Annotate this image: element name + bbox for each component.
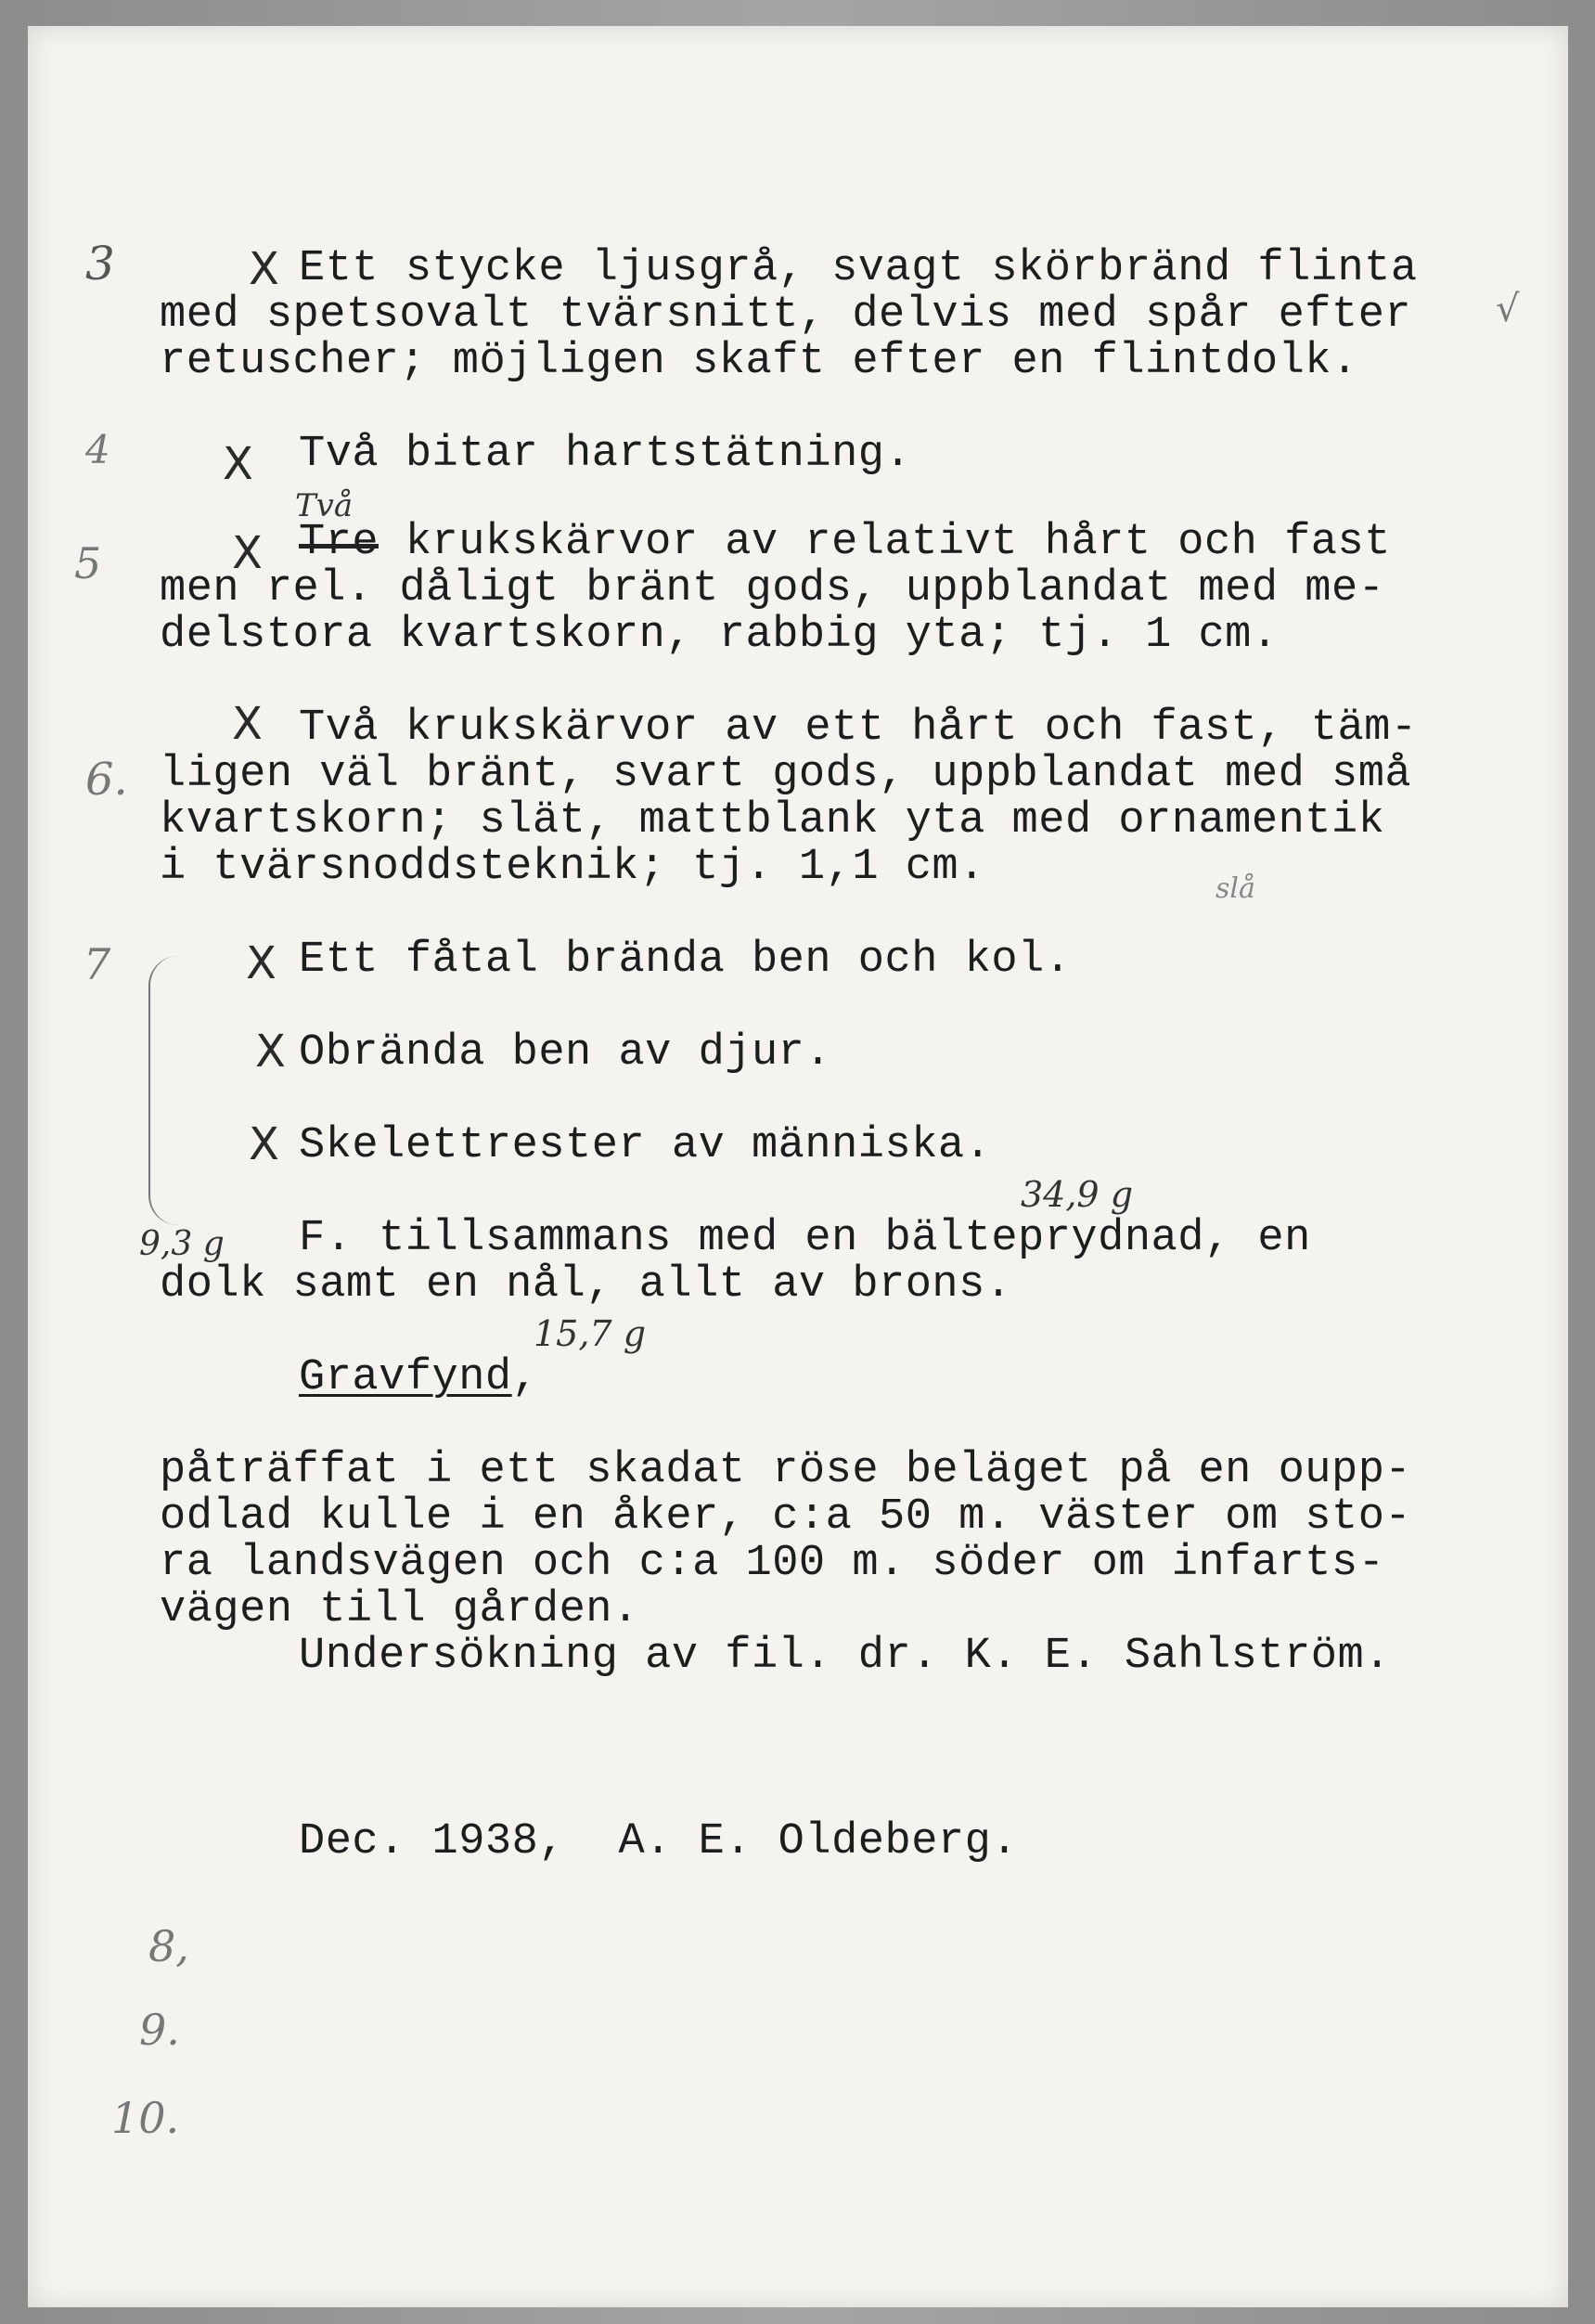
paragraph-6-line-1: Två krukskärvor av ett hårt och fast, täm- (299, 704, 1418, 753)
paragraph-7a: Ett fåtal brända ben och kol. (299, 936, 1072, 985)
inserted-word-tva: Två (295, 487, 354, 524)
margin-number-10: 10. (111, 2093, 180, 2143)
bracket-mark (148, 956, 178, 1225)
check-cross-icon-5: X (246, 937, 277, 989)
margin-number-8: 8, (148, 1921, 189, 1971)
check-cross-icon-3: X (232, 527, 263, 579)
margin-number-7: 7 (84, 939, 111, 989)
paragraph-5-line-3: delstora kvartskorn, rabbig yta; tj. 1 cm. (160, 611, 1279, 660)
paragraph-6-line-4: i tvärsnoddsteknik; tj. 1,1 cm. (160, 843, 985, 892)
paragraph-7b: Obrända ben av djur. (299, 1028, 832, 1078)
location-line-4: vägen till gården. (160, 1585, 639, 1634)
check-cross-icon-1: X (249, 243, 279, 295)
gravfynd-heading-comma: , (511, 1353, 539, 1402)
paragraph-3-line-1: Ett stycke ljusgrå, svagt skörbränd flinta (299, 244, 1418, 293)
paragraph-3-line-3: retuscher; möjligen skaft efter en flintdolk. (160, 337, 1358, 386)
margin-number-4: 4 (85, 427, 110, 472)
gravfynd-heading (299, 1355, 538, 1401)
check-mark-icon: √ (1496, 288, 1520, 330)
paragraph-6-line-2: ligen väl bränt, svart gods, uppblandat med små (160, 750, 1412, 799)
weight-note-9-3: 9,3 g (139, 1225, 225, 1263)
location-line-2: odlad kulle i en åker, c:a 50 m. väster om sto- (160, 1492, 1412, 1542)
margin-number-6: 6. (85, 754, 128, 806)
check-cross-icon-6: X (255, 1026, 286, 1078)
margin-number-5: 5 (74, 538, 102, 588)
paragraph-7c: Skelettrester av människa. (299, 1121, 992, 1170)
check-cross-icon-4: X (232, 698, 263, 750)
check-cross-icon-7: X (249, 1118, 279, 1170)
investigation-line: Undersökning av fil. dr. K. E. Sahlström. (299, 1632, 1391, 1681)
paragraph-5-line-1 (299, 520, 1391, 566)
paragraph-4-line-1: Två bitar hartstätning. (299, 430, 912, 479)
paragraph-3-line-2: med spetsovalt tvärsnitt, delvis med spår efter (160, 290, 1412, 340)
location-line-1: påträffat i ett skadat röse beläget på en oupp- (160, 1446, 1412, 1495)
paragraph-5-line-1-text: krukskärvor av relativt hårt och fast (379, 518, 1391, 567)
margin-number-9: 9. (139, 2005, 180, 2055)
paragraph-f-line-1: F. tillsammans med en bälteprydnad, en (299, 1214, 1311, 1263)
signature-line: Dec. 1938, A. E. Oldeberg. (299, 1817, 1019, 1866)
paragraph-f-line-2: dolk samt en nål, allt av brons. (160, 1260, 1012, 1310)
weight-note-34-9: 34,9 g (1021, 1174, 1134, 1215)
location-line-3: ra landsvägen och c:a 100 m. söder om infarts- (160, 1539, 1385, 1588)
gravfynd-heading-text: Gravfynd (299, 1353, 512, 1402)
paragraph-6-line-3: kvartskorn; slät, mattblank yta med ornamentik (160, 796, 1385, 846)
paragraph-5-line-2: men rel. dåligt bränt gods, uppblandat med me- (160, 564, 1385, 613)
margin-note-sla: slå (1216, 872, 1255, 905)
struck-word-tre: Tre (299, 518, 379, 567)
margin-number-3: 3 (85, 237, 115, 290)
check-cross-icon-2: X (223, 438, 253, 490)
weight-note-15-7: 15,7 g (534, 1313, 647, 1354)
